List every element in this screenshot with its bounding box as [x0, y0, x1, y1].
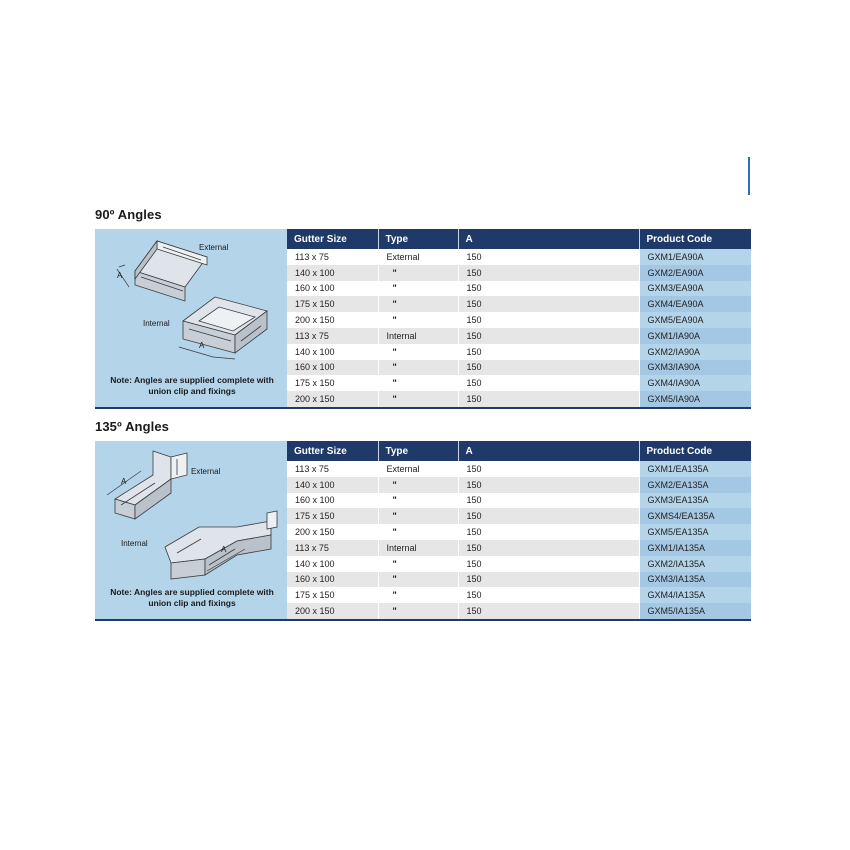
cell-size: 200 x 150: [287, 312, 378, 328]
cell-a: 150: [458, 375, 639, 391]
label-dim-a-internal: A: [199, 341, 205, 350]
cell-type: ": [378, 281, 458, 297]
cell-size: 175 x 150: [287, 375, 378, 391]
cell-type: ": [378, 572, 458, 588]
cell-size: 160 x 100: [287, 493, 378, 509]
spec-table: [287, 441, 751, 619]
cell-product-code: GXM4/IA135A: [639, 587, 751, 603]
table-row: [287, 461, 751, 477]
cell-a: 150: [458, 603, 639, 619]
cell-size: 175 x 150: [287, 296, 378, 312]
col-header-gutter-size: Gutter Size: [287, 441, 378, 461]
note-text: Note: Angles are supplied complete with union clip and fixings: [110, 587, 274, 608]
table-row: [287, 344, 751, 360]
section-title: 90º Angles: [95, 207, 162, 222]
cell-size: 200 x 150: [287, 603, 378, 619]
angle-diagram: [95, 441, 287, 619]
table-row: [287, 477, 751, 493]
cell-size: 160 x 100: [287, 572, 378, 588]
cell-size: 113 x 75: [287, 540, 378, 556]
col-header-a: A: [458, 229, 639, 249]
label-internal: Internal: [121, 539, 148, 548]
cell-type: External: [378, 249, 458, 265]
label-dim-a-internal: A: [221, 545, 227, 554]
cell-product-code: GXM1/EA135A: [639, 461, 751, 477]
label-external: External: [191, 467, 221, 476]
label-internal: Internal: [143, 319, 170, 328]
table-header-row: [287, 229, 751, 249]
table-row: [287, 493, 751, 509]
cell-product-code: GXM4/IA90A: [639, 375, 751, 391]
cell-product-code: GXM1/IA90A: [639, 328, 751, 344]
cell-type: Internal: [378, 540, 458, 556]
cell-product-code: GXM5/IA135A: [639, 603, 751, 619]
cell-type: ": [378, 556, 458, 572]
cell-a: 150: [458, 508, 639, 524]
cell-product-code: GXM2/EA90A: [639, 265, 751, 281]
note-text: Note: Angles are supplied complete with union clip and fixings: [110, 375, 274, 396]
cell-type: ": [378, 265, 458, 281]
edge-mark: [748, 157, 750, 195]
cell-a: 150: [458, 360, 639, 376]
cell-a: 150: [458, 391, 639, 407]
cell-product-code: GXM3/EA90A: [639, 281, 751, 297]
cell-type: ": [378, 603, 458, 619]
table-header-row: [287, 441, 751, 461]
cell-a: 150: [458, 461, 639, 477]
table-row: [287, 312, 751, 328]
cell-a: 150: [458, 281, 639, 297]
table-row: [287, 572, 751, 588]
cell-a: 150: [458, 587, 639, 603]
cell-type: Internal: [378, 328, 458, 344]
cell-type: ": [378, 344, 458, 360]
cell-a: 150: [458, 312, 639, 328]
section-title: 135º Angles: [95, 419, 170, 434]
cell-a: 150: [458, 524, 639, 540]
table-row: [287, 603, 751, 619]
table-row: [287, 375, 751, 391]
cell-type: ": [378, 360, 458, 376]
table-row: [287, 391, 751, 407]
cell-a: 150: [458, 477, 639, 493]
cell-size: 140 x 100: [287, 556, 378, 572]
col-header-type: Type: [378, 441, 458, 461]
cell-a: 150: [458, 556, 639, 572]
cell-size: 175 x 150: [287, 508, 378, 524]
cell-type: ": [378, 477, 458, 493]
cell-size: 160 x 100: [287, 360, 378, 376]
col-header-gutter-size: Gutter Size: [287, 229, 378, 249]
cell-a: 150: [458, 540, 639, 556]
table-row: [287, 540, 751, 556]
cell-type: ": [378, 375, 458, 391]
cell-size: 113 x 75: [287, 328, 378, 344]
table-row: [287, 281, 751, 297]
cell-size: 160 x 100: [287, 281, 378, 297]
cell-type: ": [378, 508, 458, 524]
table-row: [287, 556, 751, 572]
cell-product-code: GXM1/EA90A: [639, 249, 751, 265]
cell-product-code: GXM5/EA135A: [639, 524, 751, 540]
cell-type: ": [378, 587, 458, 603]
table-row: [287, 249, 751, 265]
cell-size: 140 x 100: [287, 344, 378, 360]
table-row: [287, 360, 751, 376]
label-external: External: [199, 243, 229, 252]
table-row: [287, 587, 751, 603]
cell-size: 140 x 100: [287, 477, 378, 493]
cell-size: 200 x 150: [287, 391, 378, 407]
cell-type: ": [378, 493, 458, 509]
cell-size: 200 x 150: [287, 524, 378, 540]
cell-a: 150: [458, 493, 639, 509]
cell-a: 150: [458, 265, 639, 281]
cell-a: 150: [458, 572, 639, 588]
col-header-product-code: Product Code: [639, 229, 751, 249]
cell-size: 175 x 150: [287, 587, 378, 603]
cell-type: ": [378, 391, 458, 407]
col-header-type: Type: [378, 229, 458, 249]
cell-size: 113 x 75: [287, 461, 378, 477]
cell-type: External: [378, 461, 458, 477]
cell-a: 150: [458, 344, 639, 360]
cell-product-code: GXM5/IA90A: [639, 391, 751, 407]
cell-type: ": [378, 312, 458, 328]
table-row: [287, 265, 751, 281]
table-row: [287, 328, 751, 344]
cell-type: ": [378, 524, 458, 540]
col-header-product-code: Product Code: [639, 441, 751, 461]
cell-product-code: GXM3/EA135A: [639, 493, 751, 509]
angle-diagram: [95, 229, 287, 407]
label-dim-a: A: [117, 271, 123, 280]
cell-type: ": [378, 296, 458, 312]
cell-product-code: GXM4/EA90A: [639, 296, 751, 312]
cell-product-code: GXM2/IA90A: [639, 344, 751, 360]
label-dim-a: A: [121, 477, 127, 486]
cell-a: 150: [458, 328, 639, 344]
col-header-a: A: [458, 441, 639, 461]
cell-product-code: GXM1/IA135A: [639, 540, 751, 556]
cell-a: 150: [458, 296, 639, 312]
cell-product-code: GXM2/EA135A: [639, 477, 751, 493]
table-row: [287, 296, 751, 312]
cell-product-code: GXM2/IA135A: [639, 556, 751, 572]
cell-product-code: GXM3/IA135A: [639, 572, 751, 588]
cell-a: 150: [458, 249, 639, 265]
table-row: [287, 524, 751, 540]
cell-product-code: GXM5/EA90A: [639, 312, 751, 328]
table-row: [287, 508, 751, 524]
cell-size: 113 x 75: [287, 249, 378, 265]
spec-block: [95, 229, 751, 409]
cell-size: 140 x 100: [287, 265, 378, 281]
cell-product-code: GXMS4/EA135A: [639, 508, 751, 524]
spec-table: [287, 229, 751, 407]
cell-product-code: GXM3/IA90A: [639, 360, 751, 376]
spec-block: [95, 441, 751, 621]
